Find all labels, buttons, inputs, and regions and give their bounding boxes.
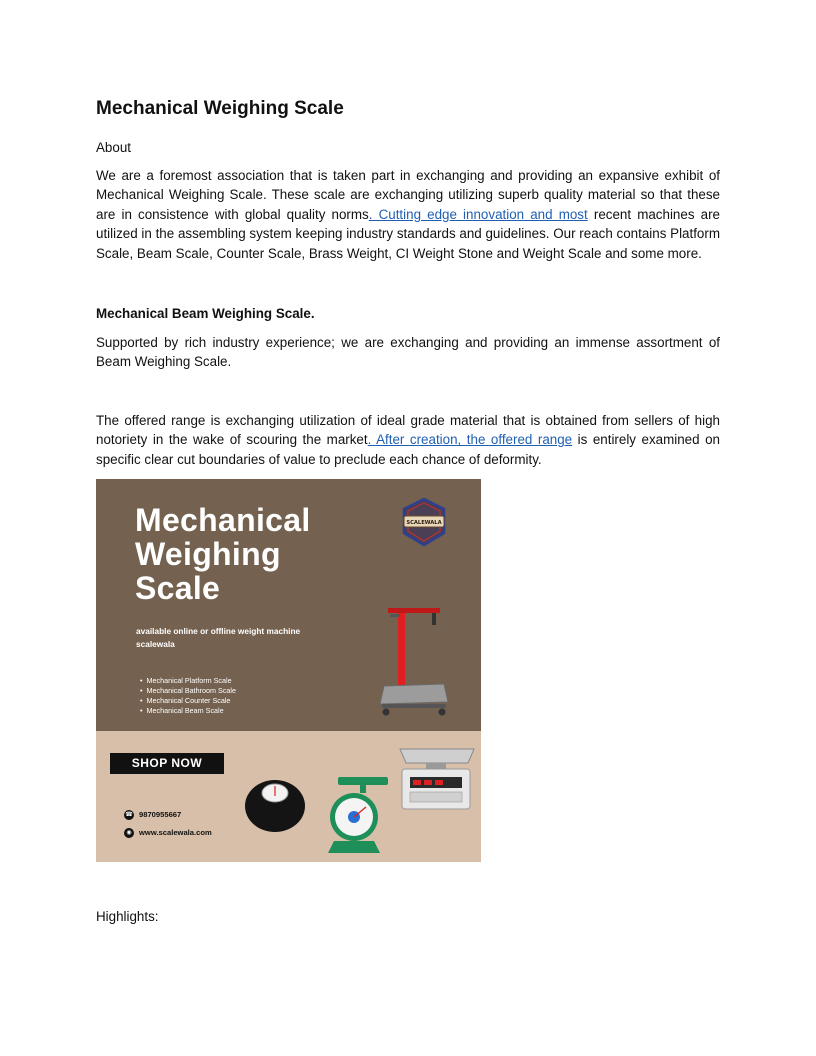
banner-product-item: • Mechanical Platform Scale: [140, 676, 236, 686]
range-text-before: The offered range is exchanging utilization of ideal grade material that is obtained from sellers of high notoriety in the wake of scouring the market: [96, 412, 720, 448]
shop-now-button: SHOP NOW: [110, 753, 224, 774]
banner-product-list: [140, 676, 236, 716]
phone-number: 9870955667: [139, 809, 182, 819]
banner-title-line: Mechanical: [135, 501, 311, 538]
range-text-after: is entirely examined on specific clear cut boundaries of value to preclude each chance of deformity.: [96, 432, 720, 467]
digital-counter-scale-icon: [396, 737, 478, 815]
banner-product-item: • Mechanical Counter Scale: [140, 696, 236, 706]
dial-counter-scale-icon: [326, 775, 396, 855]
phone-icon: ☎: [125, 811, 133, 818]
section-heading: Mechanical Beam Weighing Scale.: [96, 305, 315, 321]
range-link[interactable]: . After creation, the offered range: [367, 432, 573, 448]
phone-contact: [124, 810, 181, 820]
intro-text-before: We are a foremost association that is taken part in exchanging and providing an expansive exhibit of Mechanical Weighing Scale. These scale are exchanging utilizing superb quality material so that these are in consistence with global quality norms: [96, 167, 720, 222]
bathroom-scale-icon: [243, 776, 307, 834]
banner-title-line: Weighing: [135, 535, 281, 572]
banner-tagline-line: available online or offline weight machine: [136, 625, 301, 636]
platform-beam-scale-icon: [378, 604, 450, 719]
globe-icon: ◉: [124, 828, 134, 838]
banner-title: [135, 503, 311, 605]
banner-title-line: Scale: [135, 569, 221, 606]
document-page: [96, 96, 720, 862]
promo-banner-image: [96, 479, 481, 862]
website-url: www.scalewala.com: [139, 827, 212, 837]
intro-text-after: recent machines are utilized in the assembling system keeping industry standards and guidelines. Our reach contains Platform Scale, Beam Scale, Counter Scale, Brass Weight, CI Weight Stone and Weight Scale and some more.: [96, 206, 721, 261]
banner-product-item: • Mechanical Bathroom Scale: [140, 686, 236, 696]
about-label: About: [96, 140, 131, 155]
scalewala-logo-icon: [399, 497, 449, 547]
highlights-label: Highlights:: [96, 909, 159, 924]
banner-tagline-line: scalewala: [136, 638, 175, 649]
support-paragraph: Supported by rich industry experience; we are exchanging and providing an immense assortment of Beam Weighing Scale.: [96, 334, 720, 370]
banner-tagline: [136, 625, 336, 651]
logo-text: SCALEWALA: [406, 519, 442, 526]
intro-link[interactable]: . Cutting edge innovation and most: [368, 206, 588, 222]
intro-paragraph: [96, 166, 720, 264]
website-contact: [124, 828, 212, 838]
range-paragraph: [96, 411, 720, 470]
banner-product-item: • Mechanical Beam Scale: [140, 706, 236, 716]
page-title: Mechanical Weighing Scale: [96, 98, 344, 119]
